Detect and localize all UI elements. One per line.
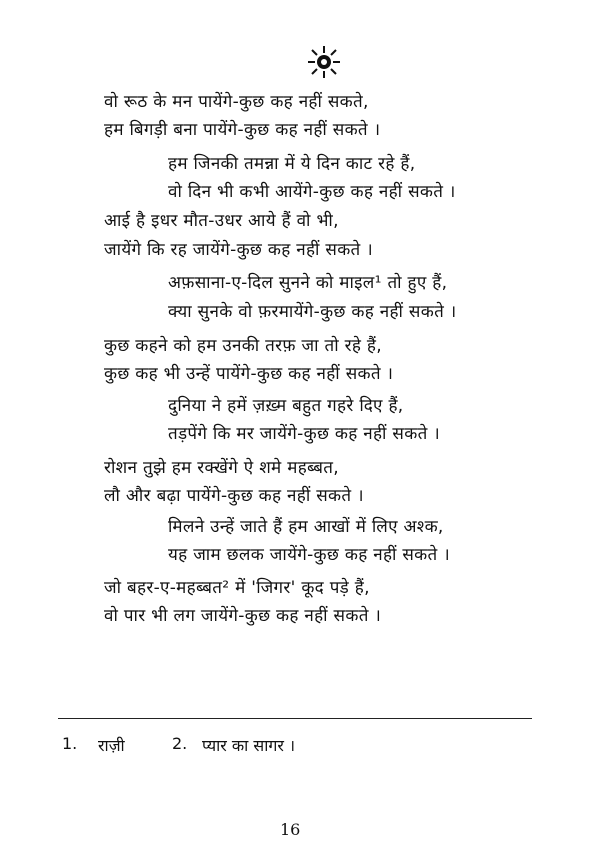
couplet-3-line-2: जायेंगे कि रह जायेंगे-कुछ कह नहीं सकते । [104,240,373,260]
couplet-1-line-2: हम बिगड़ी बना पायेंगे-कुछ कह नहीं सकते । [104,120,381,140]
footnote-2-text: प्यार का सागर । [202,736,296,755]
couplet-6-line-2: तड़पेंगे कि मर जायेंगे-कुछ कह नहीं सकते । [168,424,441,444]
footnote-1-text: राज़ी [98,736,125,755]
couplet-8-line-1: मिलने उन्हें जाते हैं हम आखों में लिए अश्क, [168,517,444,537]
couplet-5-line-2: कुछ कह भी उन्हें पायेंगे-कुछ कह नहीं सकते । [104,364,394,384]
footnote-1-number: 1. [62,734,78,753]
couplet-2-line-1: हम जिनकी तमन्ना में ये दिन काट रहे हैं, [168,154,416,174]
couplet-9-line-1: जो बहर-ए-महब्बत² में 'जिगर' कूद पड़े हैं, [104,578,370,598]
sun-ornament-icon [306,44,342,80]
page-number: 16 [280,820,301,839]
couplet-7-line-2: लौ और बढ़ा पायेंगे-कुछ कह नहीं सकते । [104,486,364,506]
couplet-8-line-2: यह जाम छलक जायेंगे-कुछ कह नहीं सकते । [168,545,450,565]
couplet-1-line-1: वो रूठ के मन पायेंगे-कुछ कह नहीं सकते, [104,92,369,112]
footnote-divider [58,718,532,719]
couplet-3-line-1: आई है इधर मौत-उधर आये हैं वो भी, [104,211,339,231]
couplet-6-line-1: दुनिया ने हमें ज़ख़्म बहुत गहरे दिए हैं, [168,396,404,416]
couplet-2-line-2: वो दिन भी कभी आयेंगे-कुछ कह नहीं सकते । [168,182,456,202]
couplet-9-line-2: वो पार भी लग जायेंगे-कुछ कह नहीं सकते । [104,606,382,626]
couplet-5-line-1: कुछ कहने को हम उनकी तरफ़ जा तो रहे हैं, [104,336,382,356]
couplet-4-line-1: अफ़साना-ए-दिल सुनने को माइल¹ तो हुए हैं, [168,273,448,293]
couplet-7-line-1: रोशन तुझे हम रक्खेंगे ऐ शमे महब्बत, [104,458,340,478]
footnote-2-number: 2. [172,734,188,753]
couplet-4-line-2: क्या सुनके वो फ़रमायेंगे-कुछ कह नहीं सकते । [168,302,457,322]
